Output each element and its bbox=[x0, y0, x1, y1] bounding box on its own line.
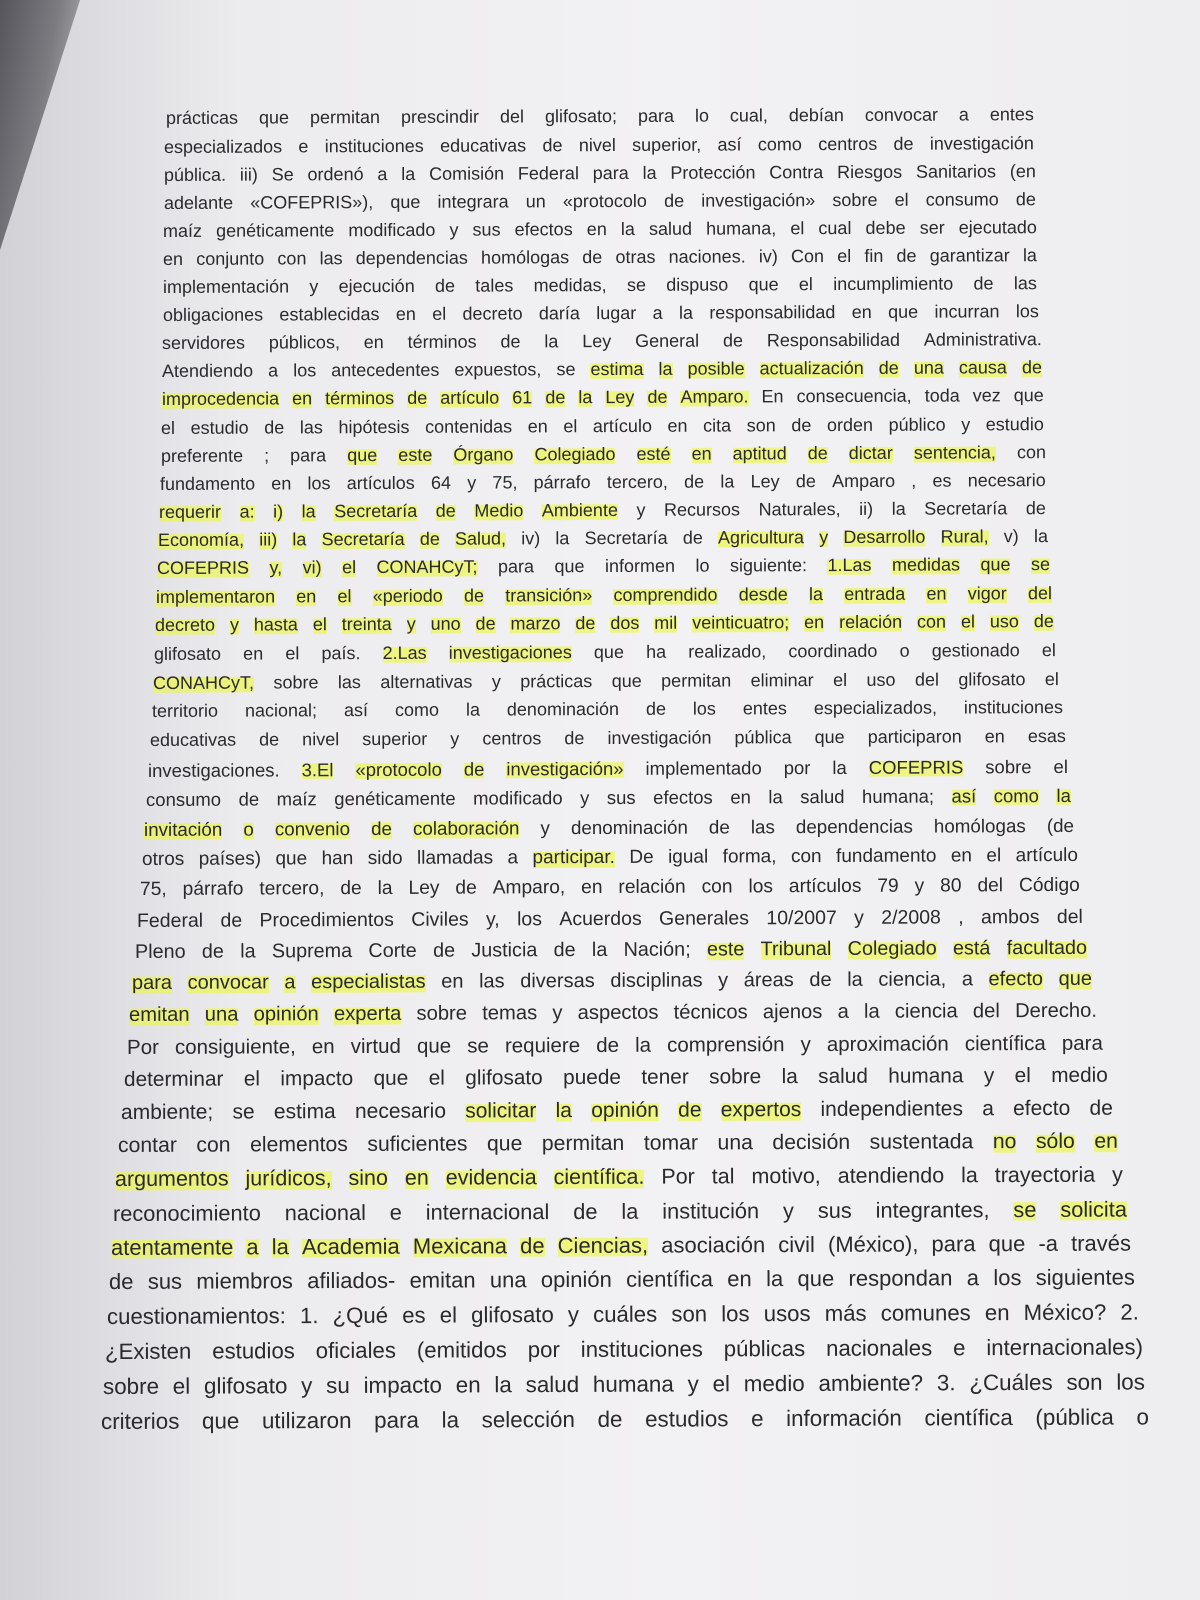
text-line: en conjunto con las dependencias homólogas de otras naciones. iv) Con el fin de garantizar la bbox=[162, 245, 1037, 269]
text-line: emitan una opinión experta sobre temas y aspectos técnicos ajenos a la ciencia del Derecho. bbox=[128, 999, 1098, 1026]
text-line: reconocimiento nacional e internacional de la institución y sus integrantes, se solicita bbox=[112, 1196, 1127, 1226]
text-line: argumentos jurídicos, sino en evidencia científica. Por tal motivo, atendiendo la trayectoria y bbox=[114, 1162, 1123, 1191]
text-line: el estudio de las hipótesis contenidas en el artículo en cita son de orden público y estudio bbox=[160, 414, 1044, 438]
text-line: invitación o convenio de colaboración y denominación de las dependencias homólogas (de bbox=[143, 814, 1074, 840]
text-line: Pleno de la Suprema Corte de Justicia de la Nación; este Tribunal Colegiado está facultado bbox=[134, 936, 1088, 963]
text-line: glifosato en el país. 2.Las investigaciones que ha realizado, coordinado o gestionado el bbox=[153, 640, 1056, 664]
text-line: sobre el glifosato y su impacto en la salud humana y el medio ambiente? 3. ¿Cuáles son los bbox=[102, 1369, 1145, 1399]
text-line: para convocar a especialistas en las diversas disciplinas y áreas de la ciencia, a efecto que bbox=[131, 967, 1093, 994]
text-line: pública. iii) Se ordenó a la Comisión Federal para la Protección Contra Riesgos Sanitarios (en bbox=[163, 161, 1036, 185]
text-line: COFEPRIS y, vi) el CONAHCyT; para que informen lo siguiente: 1.Las medidas que se bbox=[156, 554, 1050, 578]
text-line: requerir a: i) la Secretaría de Medio Ambiente y Recursos Naturales, ii) la Secretaría de bbox=[158, 498, 1046, 522]
text-line: implementaron en el «periodo de transición» comprendido desde la entrada en vigor del bbox=[155, 583, 1052, 607]
text-line: CONAHCyT, sobre las alternativas y prácticas que permitan eliminar el uso del glifosato el bbox=[152, 669, 1059, 693]
text-line: atentamente a la Academia Mexicana de Ciencias, asociación civil (México), para que -a través bbox=[110, 1230, 1132, 1260]
text-line: educativas de nivel superior y centros de investigación pública que participaron en esas bbox=[149, 726, 1066, 750]
text-line: contar con elementos suficientes que permitan tomar una decisión sustentada no sólo en bbox=[117, 1129, 1118, 1157]
text-line: Atendiendo a los antecedentes expuestos, se estima la posible actualización de una causa de bbox=[161, 357, 1043, 381]
text-line: cuestionamientos: 1. ¿Qué es el glifosato y cuáles son los usos más comunes en México? 2. bbox=[106, 1299, 1139, 1329]
text-line: decreto y hasta el treinta y uno de marzo de dos mil veinticuatro; en relación con el uso de bbox=[154, 611, 1054, 635]
text-line: improcedencia en términos de artículo 61 de la Ley de Amparo. En consecuencia, toda vez que bbox=[161, 385, 1044, 409]
text-line: especializados e instituciones educativas de nivel superior, así como centros de investigación bbox=[163, 133, 1034, 157]
text-line: obligaciones establecidas en el decreto daría lugar a la responsabilidad en que incurran los bbox=[162, 301, 1039, 325]
text-line: ¿Existen estudios oficiales (emitidos por instituciones públicas nacionales e internacionales) bbox=[104, 1334, 1144, 1364]
text-line: prácticas que permitan prescindir del glifosato; para lo cual, debían convocar a entes bbox=[165, 104, 1034, 128]
text-line: Economía, iii) la Secretaría de Salud, iv) la Secretaría de Agricultura y Desarrollo Rural, v) la bbox=[157, 526, 1049, 550]
text-line: Por consiguiente, en virtud que se requiere de la comprensión y aproximación científica para bbox=[126, 1031, 1103, 1059]
text-line: de sus miembros afiliados- emitan una opinión científica en la que respondan a los siguientes bbox=[108, 1264, 1135, 1294]
text-line: criterios que utilizaron para la selección de estudios e información científica (pública o bbox=[100, 1404, 1149, 1434]
text-line: consumo de maíz genéticamente modificado y sus efectos en la salud humana; así como la bbox=[145, 784, 1071, 810]
text-line: otros países) que han sido llamadas a participar. De igual forma, con fundamento en el artículo bbox=[141, 844, 1078, 870]
text-line: Federal de Procedimientos Civiles y, los Acuerdos Generales 10/2007 y 2/2008 , ambos del bbox=[136, 905, 1083, 932]
text-line: implementación y ejecución de tales medidas, se dispuso que el incumplimiento de las bbox=[162, 273, 1037, 297]
text-line: maíz genéticamente modificado y sus efectos en la salud humana, el cual debe ser ejecutado bbox=[162, 217, 1037, 241]
text-line: investigaciones. 3.El «protocolo de investigación» implementado por la COFEPRIS sobre el bbox=[147, 755, 1068, 781]
text-line: fundamento en los artículos 64 y 75, párrafo tercero, de la Ley de Amparo , es necesario bbox=[159, 470, 1046, 494]
text-line: adelante «COFEPRIS»), que integrara un «protocolo de investigación» sobre el consumo de bbox=[163, 189, 1036, 213]
text-line: preferente ; para que este Órgano Colegiado esté en aptitud de dictar sentencia, con bbox=[160, 442, 1046, 466]
text-line: territorio nacional; así como la denominación de los entes especializados, instituciones bbox=[151, 697, 1064, 721]
text-line: ambiente; se estima necesario solicitar la opinión de expertos independientes a efecto de bbox=[120, 1096, 1113, 1124]
text-line: determinar el impacto que el glifosato puede tener sobre la salud humana y el medio bbox=[123, 1063, 1108, 1091]
text-line: 75, párrafo tercero, de la Ley de Amparo, en relación con los artículos 79 y 80 del Código bbox=[139, 874, 1080, 900]
text-line: servidores públicos, en términos de la Ley General de Responsabilidad Administrativa. bbox=[161, 329, 1042, 353]
